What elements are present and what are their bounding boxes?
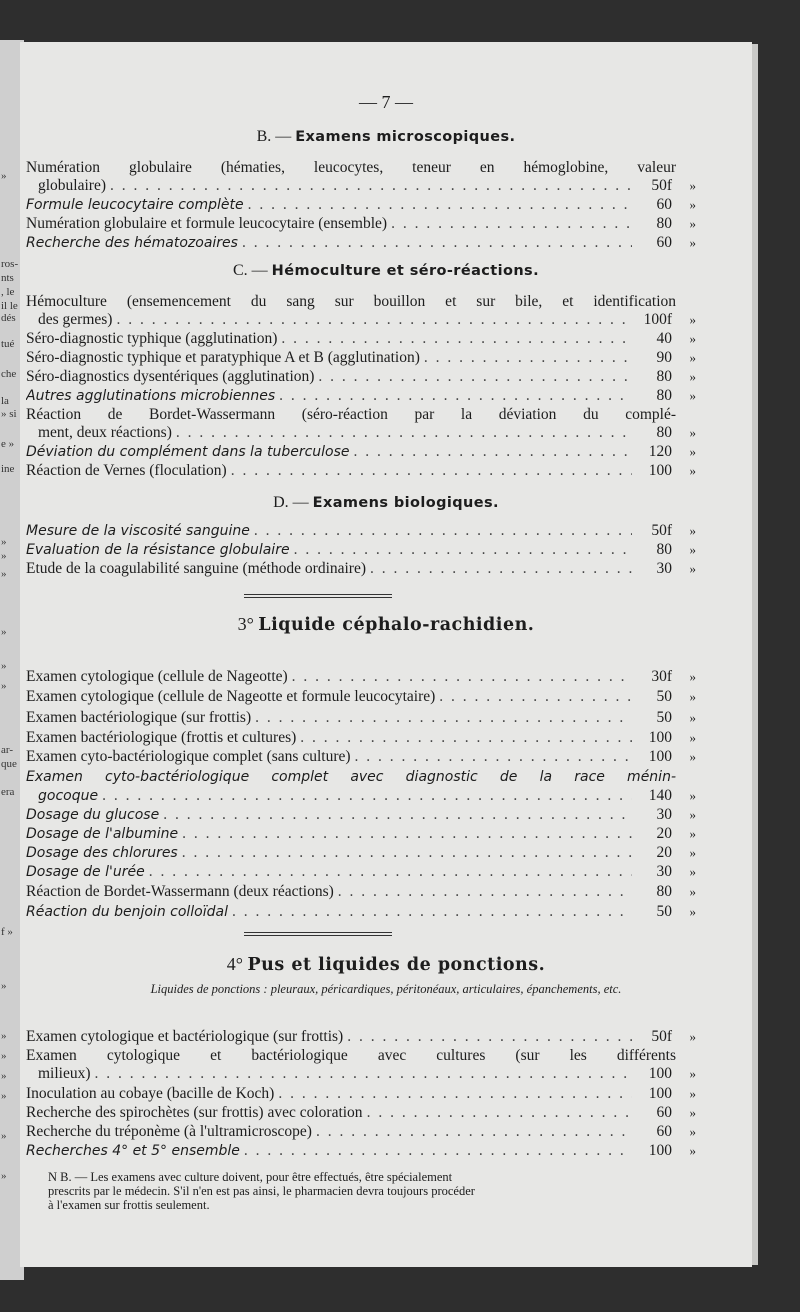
ditto-mark: » [689, 425, 696, 440]
footnote-line: N B. — Les examens avec culture doivent, pour être effectués, être spécialement [48, 1170, 453, 1184]
entry-label: Réaction de Vernes (floculation) [26, 462, 227, 479]
price-row [26, 233, 696, 253]
price-row [26, 805, 696, 825]
price: 100 [648, 462, 672, 479]
ditto-mark: » [689, 561, 696, 576]
price: 100 [648, 1065, 672, 1082]
entry-label: Recherche du tréponème (à l'ultramicroscope) [26, 1123, 312, 1140]
margin-fragment: ar- [1, 744, 13, 756]
entry-line-first: Numération globulaire (hématies, leucocytes, teneur en hémoglobine, valeur [26, 159, 676, 176]
leader-dots [391, 214, 632, 234]
section-4-heading [20, 954, 752, 975]
price: 100f [643, 311, 672, 328]
leader-dots [176, 423, 632, 443]
section-d-prefix: D. — [273, 494, 309, 511]
section-c-title: Hémoculture et séro-réactions. [271, 263, 539, 279]
leader-dots [281, 329, 632, 349]
entry-label: Séro-diagnostic typhique et paratyphique A et B (agglutination) [26, 349, 420, 366]
page-number: — 7 — [359, 92, 413, 112]
entry-label: Formule leucocytaire complète [26, 197, 244, 213]
price: 100 [648, 748, 672, 765]
price-row [26, 1064, 696, 1084]
price: 80 [656, 215, 672, 232]
ditto-mark: » [689, 369, 696, 384]
entry-label: Réaction de Bordet-Wassermann (deux réactions) [26, 883, 334, 900]
margin-fragment: ine [1, 463, 15, 475]
ditto-mark: » [689, 749, 696, 764]
section-d-heading [20, 494, 752, 512]
leader-dots [439, 687, 632, 707]
price: 50f [651, 522, 672, 539]
entry-line-first: Réaction de Bordet-Wassermann (séro-réaction par la déviation du complé- [26, 406, 676, 423]
ditto-mark: » [689, 1124, 696, 1139]
margin-fragment: la [1, 395, 9, 407]
entry-label: milieux) [38, 1065, 91, 1082]
ditto-mark: » [689, 1029, 696, 1044]
section-c-prefix: C. — [233, 262, 268, 279]
ditto-mark: » [689, 1143, 696, 1158]
section-b-title: Examens microscopiques. [295, 129, 516, 145]
price-row [26, 559, 696, 579]
price-row [26, 687, 696, 707]
ditto-mark: » [689, 904, 696, 919]
ditto-mark: » [689, 1066, 696, 1081]
price-row [26, 902, 696, 922]
leader-dots [232, 902, 632, 922]
leader-dots [102, 786, 632, 806]
entry-label: Mesure de la viscosité sanguine [26, 523, 250, 539]
entry-label: Inoculation au cobaye (bacille de Koch) [26, 1085, 275, 1102]
page-edge [752, 44, 758, 1265]
price-row [26, 1027, 696, 1047]
leader-dots [292, 667, 632, 687]
leader-dots [248, 195, 632, 215]
margin-fragment: » [1, 550, 7, 562]
leader-dots [110, 176, 632, 196]
section-c-heading [20, 262, 752, 280]
entry-label: des germes) [38, 311, 113, 328]
price: 60 [656, 1104, 672, 1121]
price-row [26, 824, 696, 844]
section-4-subtitle: Liquides de ponctions : pleuraux, péricardiques, péritonéaux, articulaires, épanchements, etc. [150, 982, 622, 996]
entry-label: Dosage de l'urée [26, 864, 145, 880]
price: 30 [656, 560, 672, 577]
ditto-mark: » [689, 788, 696, 803]
margin-fragment: » [1, 1030, 7, 1042]
price-row [26, 1084, 696, 1104]
price-row [26, 747, 696, 767]
price-row [26, 176, 696, 196]
price: 60 [656, 234, 672, 251]
section-3-heading [20, 614, 752, 635]
price: 100 [648, 1142, 672, 1159]
footnote [48, 1170, 628, 1212]
ditto-mark: » [689, 350, 696, 365]
margin-fragment: f » [1, 926, 13, 938]
ditto-mark: » [689, 542, 696, 557]
leader-dots [254, 521, 632, 541]
price: 50 [656, 688, 672, 705]
entry-label: Examen cytologique (cellule de Nageotte et formule leucocytaire) [26, 688, 436, 705]
leader-dots [244, 1141, 632, 1161]
leader-dots [278, 1084, 632, 1104]
margin-fragment: tué [1, 338, 15, 350]
margin-fragment: » [1, 626, 7, 638]
ditto-mark: » [689, 864, 696, 879]
price: 60 [656, 196, 672, 213]
margin-fragment: , le [1, 286, 15, 298]
ditto-mark: » [689, 884, 696, 899]
price: 100 [648, 729, 672, 746]
price-row [26, 1103, 696, 1123]
price-row [26, 862, 696, 882]
price-row [26, 442, 696, 462]
price-row [26, 310, 696, 330]
margin-fragment: ros- [1, 258, 19, 270]
ditto-mark: » [689, 1105, 696, 1120]
entry-label: Séro-diagnostic typhique (agglutination) [26, 330, 278, 347]
ditto-mark: » [689, 444, 696, 459]
entry-label: Examen bactériologique (sur frottis) [26, 709, 252, 726]
footnote-line: prescrits par le médecin. S'il n'en est pas ainsi, le pharmacien devra toujours procéder [48, 1184, 475, 1198]
entry-label: Examen cytologique (cellule de Nageotte) [26, 668, 288, 685]
price: 80 [656, 541, 672, 558]
leader-dots [355, 747, 632, 767]
leader-dots [318, 367, 632, 387]
leader-dots [182, 824, 632, 844]
price-row [26, 461, 696, 481]
price: 90 [656, 349, 672, 366]
ditto-mark: » [689, 331, 696, 346]
margin-fragment: » [1, 980, 7, 992]
ditto-mark: » [689, 523, 696, 538]
leader-dots [242, 233, 632, 253]
margin-fragment: » [1, 1170, 7, 1182]
price: 20 [656, 844, 672, 861]
price: 80 [656, 387, 672, 404]
entry-label: Examen bactériologique (frottis et cultures) [26, 729, 297, 746]
leader-dots [424, 348, 632, 368]
ditto-mark: » [689, 669, 696, 684]
ditto-mark: » [689, 235, 696, 250]
price: 120 [648, 443, 672, 460]
entry-label: Etude de la coagulabilité sanguine (méthode ordinaire) [26, 560, 367, 577]
entry-label: ment, deux réactions) [38, 424, 172, 441]
leader-dots [338, 882, 632, 902]
section-4-title: Pus et liquides de ponctions. [247, 955, 546, 975]
price: 100 [648, 1085, 672, 1102]
margin-fragment: il le [1, 300, 18, 312]
entry-label: Autres agglutinations microbiennes [26, 388, 276, 404]
section-3-title: Liquide céphalo-rachidien. [258, 615, 535, 635]
double-rule [244, 932, 392, 936]
price-row [26, 195, 696, 215]
ditto-mark: » [689, 178, 696, 193]
price-row [26, 708, 696, 728]
leader-dots [354, 442, 632, 462]
section-b-prefix: B. — [256, 128, 292, 145]
price-row [26, 728, 696, 748]
leader-dots [95, 1064, 632, 1084]
price-row [26, 843, 696, 863]
entry-label: gocoque [38, 788, 99, 804]
price: 30f [651, 668, 672, 685]
margin-fragment: » [1, 1130, 7, 1142]
leader-dots [149, 862, 632, 882]
ditto-mark: » [689, 730, 696, 745]
price: 30 [656, 863, 672, 880]
entry-label: Séro-diagnostics dysentériques (agglutination) [26, 368, 315, 385]
ditto-mark: » [689, 689, 696, 704]
entry-label: Dosage de l'albumine [26, 826, 179, 842]
ditto-mark: » [689, 807, 696, 822]
entry-label: Recherches 4° et 5° ensemble [26, 1143, 240, 1159]
leader-dots [255, 708, 632, 728]
margin-fragment: che [1, 368, 17, 380]
entry-label: Examen cytologique et bactériologique (sur frottis) [26, 1028, 344, 1045]
leader-dots [279, 386, 632, 406]
margin-fragment: » [1, 660, 7, 672]
price-row [26, 540, 696, 560]
entry-label: globulaire) [38, 177, 107, 194]
ditto-mark: » [689, 388, 696, 403]
leader-dots [316, 1122, 632, 1142]
price-row [26, 882, 696, 902]
entry-label: Recherche des hématozoaires [26, 235, 238, 251]
ditto-mark: » [689, 826, 696, 841]
entry-label: Evaluation de la résistance globulaire [26, 542, 290, 558]
price: 80 [656, 883, 672, 900]
section-4-number: 4° [226, 954, 243, 974]
ditto-mark: » [689, 312, 696, 327]
margin-fragment: nts [1, 272, 14, 284]
ditto-mark: » [689, 197, 696, 212]
leader-dots [300, 728, 632, 748]
price-row [26, 214, 696, 234]
leader-dots [294, 540, 632, 560]
price-row [26, 423, 696, 443]
leader-dots [367, 1103, 632, 1123]
price: 30 [656, 806, 672, 823]
price-row [26, 786, 696, 806]
entry-label: Dosage du glucose [26, 807, 160, 823]
entry-line-first: Hémoculture (ensemencement du sang sur bouillon et sur bile, et identification [26, 293, 676, 310]
leader-dots [370, 559, 632, 579]
margin-fragment: » [1, 680, 7, 692]
entry-line-first: Examen cytologique et bactériologique avec cultures (sur les différents [26, 1047, 676, 1064]
margin-fragment: e » [1, 438, 15, 450]
entry-label: Dosage des chlorures [26, 845, 178, 861]
leader-dots [231, 461, 632, 481]
price-row [26, 367, 696, 387]
price: 60 [656, 1123, 672, 1140]
price: 50f [651, 1028, 672, 1045]
footnote-line: à l'examen sur frottis seulement. [48, 1198, 210, 1212]
price-row [26, 1122, 696, 1142]
entry-line-first: Examen cyto-bactériologique complet avec diagnostic de la race ménin- [26, 769, 676, 785]
margin-fragment: » [1, 568, 7, 580]
ditto-mark: » [689, 463, 696, 478]
margin-fragment: » [1, 170, 7, 182]
entry-label: Recherche des spirochètes (sur frottis) avec coloration [26, 1104, 363, 1121]
price: 40 [656, 330, 672, 347]
leader-dots [116, 310, 632, 330]
entry-label: Examen cyto-bactériologique complet (sans culture) [26, 748, 351, 765]
section-b-heading [20, 128, 752, 146]
margin-fragment: » [1, 536, 7, 548]
ditto-mark: » [689, 216, 696, 231]
price-row [26, 521, 696, 541]
price-row [26, 667, 696, 687]
margin-fragment: » [1, 1090, 7, 1102]
document-page [20, 42, 752, 1267]
price-row [26, 1141, 696, 1161]
section-3-number: 3° [237, 614, 254, 634]
margin-fragment: dés [1, 312, 16, 324]
price: 50f [651, 177, 672, 194]
leader-dots [182, 843, 632, 863]
margin-fragment: » [1, 1050, 7, 1062]
entry-label: Déviation du complément dans la tuberculose [26, 444, 350, 460]
ditto-mark: » [689, 845, 696, 860]
price: 50 [656, 903, 672, 920]
price: 20 [656, 825, 672, 842]
price: 80 [656, 424, 672, 441]
section-d-title: Examens biologiques. [312, 495, 499, 511]
margin-fragment: que [1, 758, 17, 770]
price: 80 [656, 368, 672, 385]
ditto-mark: » [689, 1086, 696, 1101]
entry-label: Numération globulaire et formule leucocytaire (ensemble) [26, 215, 388, 232]
price: 50 [656, 709, 672, 726]
price: 140 [648, 787, 672, 804]
price-row [26, 348, 696, 368]
margin-fragment: era [1, 786, 15, 798]
double-rule [244, 594, 392, 598]
margin-fragment: » [1, 1070, 7, 1082]
leader-dots [347, 1027, 632, 1047]
leader-dots [163, 805, 632, 825]
price-row [26, 329, 696, 349]
price-row [26, 386, 696, 406]
margin-fragment: » si [1, 408, 17, 420]
ditto-mark: » [689, 710, 696, 725]
entry-label: Réaction du benjoin colloïdal [26, 904, 228, 920]
